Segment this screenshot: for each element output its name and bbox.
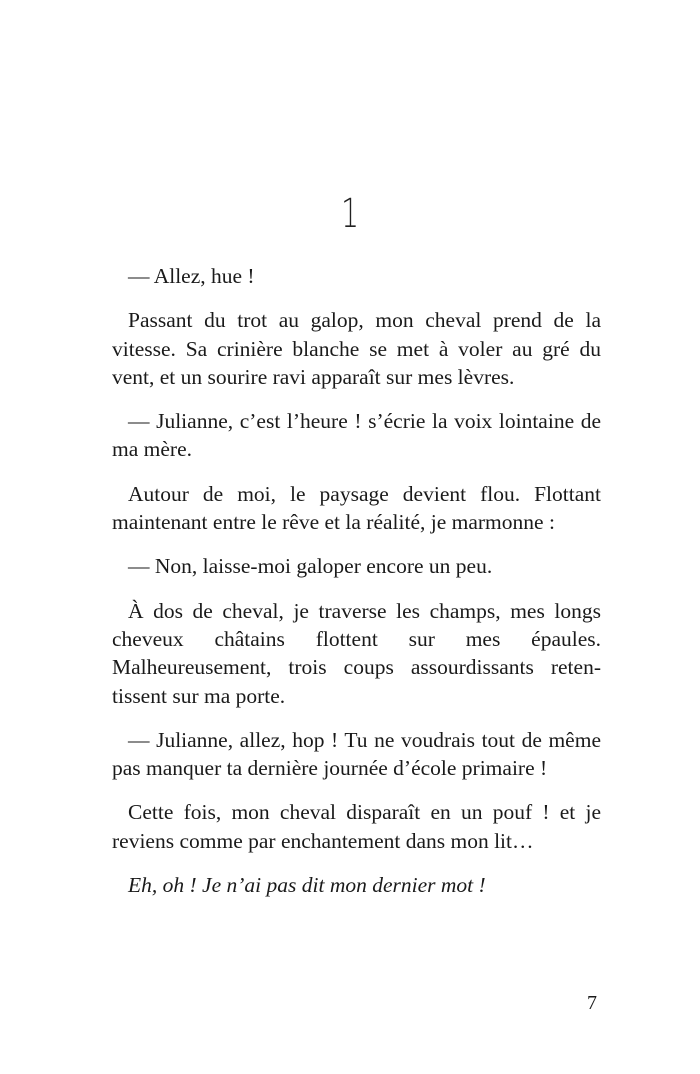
paragraph-dialogue: — Julianne, allez, hop ! Tu ne voudrais tout de même pas manquer ta dernière journée d’école primaire !: [112, 727, 601, 781]
chapter-number: 1: [341, 191, 359, 237]
paragraph-dialogue: — Allez, hue !: [128, 264, 255, 288]
paragraph-dialogue: — Non, laisse-moi galoper encore un peu.: [128, 554, 493, 579]
page-number: 7: [587, 992, 597, 1014]
paragraph-inner-thought: Eh, oh ! Je n’ai pas dit mon dernier mot !: [128, 873, 486, 898]
paragraph-narration: Cette fois, mon cheval disparaît en un pouf ! et je reviens comme par enchantement dans mon lit…: [112, 800, 601, 853]
paragraph-narration: À dos de cheval, je traverse les champs, mes longs cheveux châtains flottent sur mes épaules. Malheureusement, trois coups assourdissants retentissent sur ma porte.: [112, 598, 601, 708]
paragraph-narration: Passant du trot au galop, mon cheval prend de la vitesse. Sa crinière blanche se met à voler au gré du vent, et un sourire ravi apparaît sur mes lèvres.: [112, 308, 601, 389]
paragraph-dialogue: — Julianne, c’est l’heure ! s’écrie la voix lointaine de ma mère.: [112, 409, 601, 462]
chapter-body: [112, 262, 601, 915]
paragraph-narration: Autour de moi, le paysage devient flou. Flottant maintenant entre le rêve et la réalité, je marmonne :: [112, 481, 601, 535]
